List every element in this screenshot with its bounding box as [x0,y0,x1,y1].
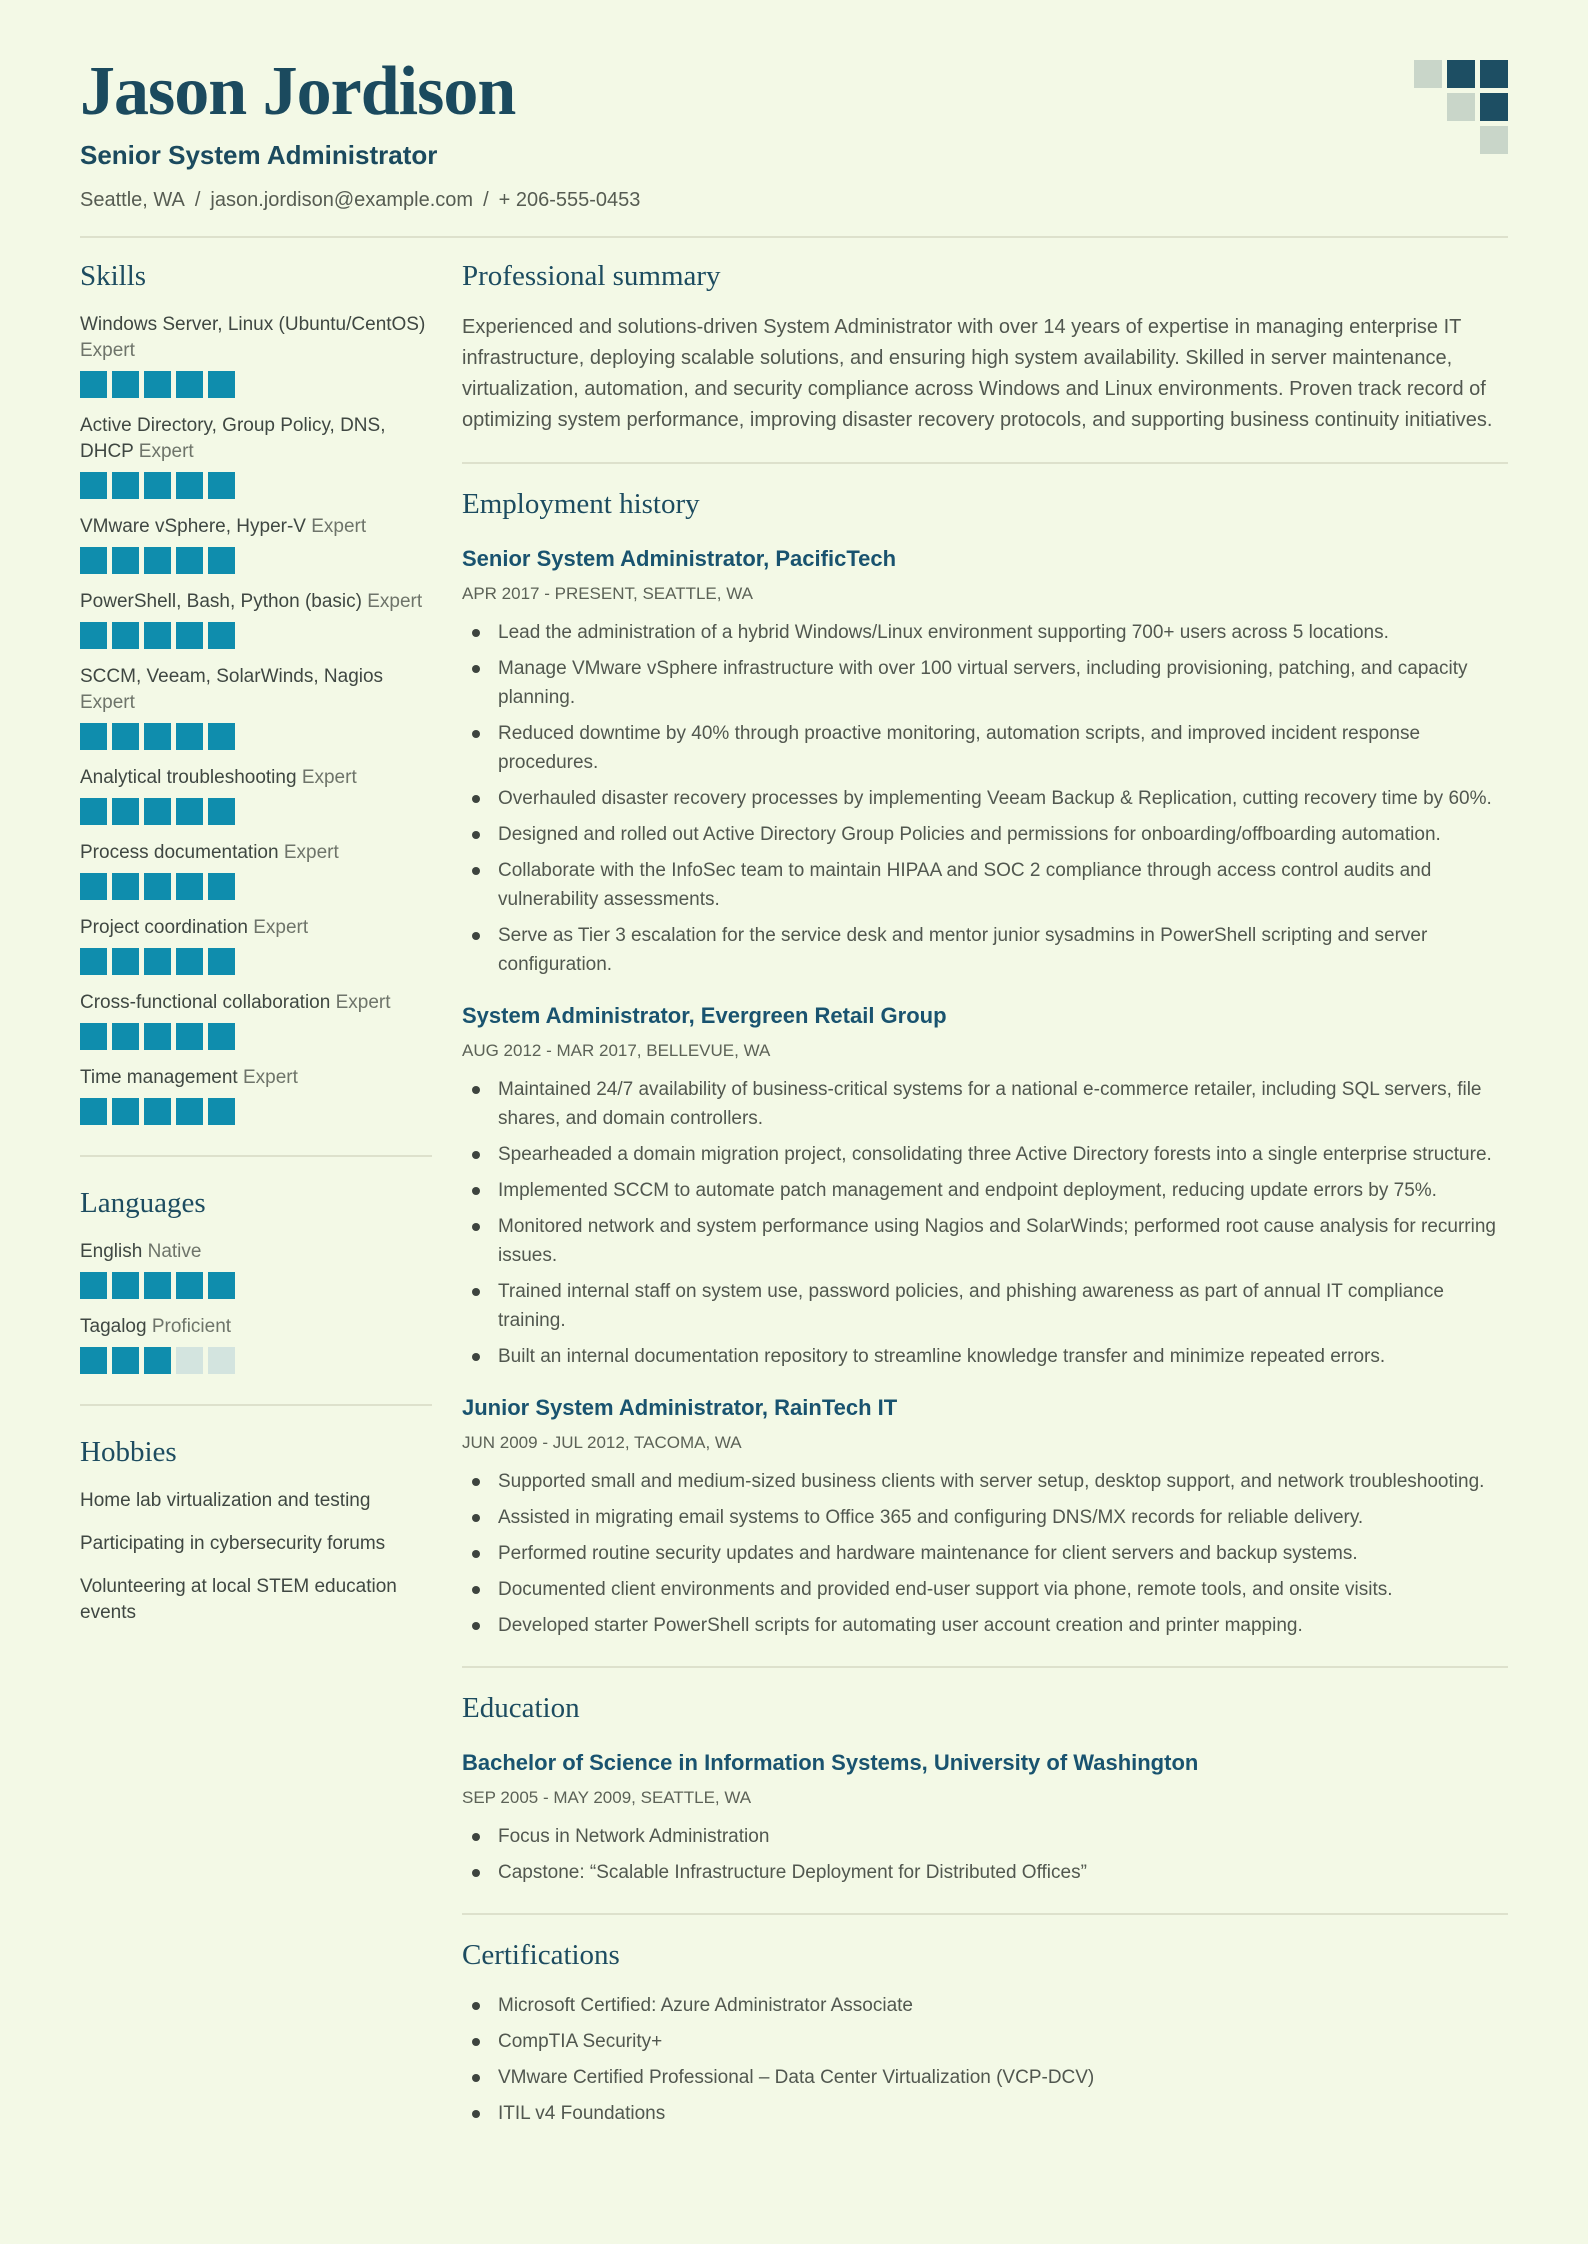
brand-squares-logo [1414,60,1508,154]
rating-square-filled [80,472,107,499]
job-bullet: Monitored network and system performance using Nagios and SolarWinds; performed root cause analysis for recurring issues. [462,1212,1508,1270]
rating-square-filled [80,371,107,398]
job-bullet: Documented client environments and provided end-user support via phone, remote tools, and onsite visits. [462,1575,1508,1604]
skill-level: Expert [335,992,391,1013]
rating-bar [80,1098,432,1125]
degree-bullet: Capstone: “Scalable Infrastructure Deployment for Distributed Offices” [462,1858,1508,1887]
rating-bar [80,1272,432,1299]
skill-item [80,589,432,649]
rating-bar [80,371,432,398]
skill-level: Expert [301,767,357,788]
rating-square-empty [176,1347,203,1374]
job-bullet: Designed and rolled out Active Directory Group Policies and permissions for onboarding/offboarding automation. [462,820,1508,849]
degree-bullet-list [462,1822,1508,1887]
skill-level: Expert [138,441,194,462]
rating-square-filled [80,622,107,649]
language-level: Native [147,1241,202,1262]
skill-label [80,312,432,364]
rating-bar [80,1347,432,1374]
job-bullet: Developed starter PowerShell scripts for automating user account creation and printer mapping. [462,1611,1508,1640]
degree-bullet: Focus in Network Administration [462,1822,1508,1851]
hobbies-list [80,1488,432,1626]
hobby-item: Home lab virtualization and testing [80,1490,371,1511]
skill-item [80,840,432,900]
skills-heading: Skills [80,260,147,292]
job-bullet: Supported small and medium-sized business clients with server setup, desktop support, and network troubleshooting. [462,1467,1508,1496]
logo-cell [1447,60,1475,88]
skill-level: Expert [311,516,367,537]
contact-separator: / [483,189,489,211]
certifications-list [462,1991,1508,2128]
rating-square-filled [144,547,171,574]
rating-bar [80,948,432,975]
rating-square-filled [208,547,235,574]
certifications-section [462,1937,1508,2128]
rating-square-filled [176,948,203,975]
skill-item [80,765,432,825]
job-entry [462,1003,1508,1371]
employment-section [462,486,1508,1640]
rating-square-filled [80,1098,107,1125]
rating-square-filled [80,1347,107,1374]
job-dates-location: JUN 2009 - JUL 2012, TACOMA, WA [462,1433,742,1452]
languages-heading: Languages [80,1187,206,1219]
rating-square-filled [176,371,203,398]
rating-square-filled [80,547,107,574]
skill-name: Windows Server, Linux (Ubuntu/CentOS) [80,314,426,335]
main-divider [462,1666,1508,1668]
language-level: Proficient [151,1316,232,1337]
skill-label [80,413,432,465]
rating-square-filled [208,1272,235,1299]
rating-square-filled [80,798,107,825]
language-item [80,1239,432,1299]
degrees-list [462,1750,1508,1887]
skill-label [80,589,432,615]
rating-square-filled [144,472,171,499]
logo-cell [1414,60,1442,88]
rating-bar [80,472,432,499]
skill-name: Time management [80,1067,238,1088]
skill-label [80,664,432,716]
rating-square-filled [112,622,139,649]
certification-bullet: VMware Certified Professional – Data Center Virtualization (VCP-DCV) [462,2063,1508,2092]
job-entry [462,1395,1508,1640]
job-title: System Administrator, Evergreen Retail Group [462,1003,947,1028]
hobbies-section [80,1434,432,1626]
rating-square-filled [208,798,235,825]
job-bullet: Built an internal documentation repository to streamline knowledge transfer and minimize repeated errors. [462,1342,1508,1371]
job-bullet: Implemented SCCM to automate patch management and endpoint deployment, reducing update errors by 75%. [462,1176,1508,1205]
skill-item [80,990,432,1050]
rating-square-filled [80,1272,107,1299]
rating-square-filled [112,723,139,750]
employment-heading: Employment history [462,488,700,520]
job-bullet: Reduced downtime by 40% through proactive monitoring, automation scripts, and improved incident response procedures. [462,719,1508,777]
job-bullet-list [462,1467,1508,1640]
rating-square-filled [208,371,235,398]
job-bullet: Lead the administration of a hybrid Windows/Linux environment supporting 700+ users across 5 locations. [462,618,1508,647]
rating-square-filled [176,547,203,574]
languages-section [80,1185,432,1374]
logo-cell [1480,60,1508,88]
rating-square-filled [112,1023,139,1050]
summary-section [462,258,1508,436]
main-column [462,258,1508,2135]
skill-name: Project coordination [80,917,248,938]
skill-item [80,1065,432,1125]
rating-square-filled [112,873,139,900]
skills-list [80,312,432,1125]
rating-bar [80,622,432,649]
rating-square-filled [112,798,139,825]
skill-level: Expert [283,842,339,863]
contact-phone: + 206-555-0453 [498,189,641,211]
rating-square-filled [208,1023,235,1050]
rating-bar [80,723,432,750]
rating-square-filled [208,622,235,649]
skill-label [80,514,432,540]
job-title: Senior System Administrator, PacificTech [462,546,897,571]
candidate-job-title: Senior System Administrator [80,140,438,170]
rating-square-filled [112,948,139,975]
job-title: Junior System Administrator, RainTech IT [462,1395,898,1420]
logo-cell [1414,93,1442,121]
skill-level: Expert [253,917,309,938]
job-entry [462,546,1508,979]
skill-label [80,1065,432,1091]
contact-separator: / [194,189,201,211]
certification-bullet: CompTIA Security+ [462,2027,1508,2056]
rating-square-filled [176,873,203,900]
resume-body [80,258,1508,2135]
skill-label [80,840,432,866]
rating-square-filled [208,948,235,975]
rating-square-filled [176,472,203,499]
degree-title: Bachelor of Science in Information Systems, University of Washington [462,1750,1199,1775]
skill-level: Expert [367,591,423,612]
skills-section [80,258,432,1125]
rating-square-filled [144,798,171,825]
skill-label [80,765,432,791]
rating-square-filled [144,1347,171,1374]
rating-bar [80,1023,432,1050]
sidebar-divider [80,1404,432,1406]
language-name: English [80,1241,143,1262]
hobby-item: Participating in cybersecurity forums [80,1533,386,1554]
skill-name: Process documentation [80,842,279,863]
rating-square-filled [176,1272,203,1299]
degree-entry [462,1750,1508,1887]
language-name: Tagalog [80,1316,147,1337]
skill-level: Expert [80,340,135,361]
rating-square-filled [176,1098,203,1125]
job-bullet: Performed routine security updates and hardware maintenance for client servers and backup systems. [462,1539,1508,1568]
rating-square-filled [208,723,235,750]
language-label [80,1314,432,1340]
skill-item [80,413,432,499]
job-bullet: Maintained 24/7 availability of business-critical systems for a national e-commerce retailer, including SQL servers, file shares, and domain controllers. [462,1075,1508,1133]
rating-square-filled [208,472,235,499]
summary-heading: Professional summary [462,260,721,292]
rating-square-filled [80,723,107,750]
rating-square-filled [176,1023,203,1050]
rating-square-filled [208,873,235,900]
language-item [80,1314,432,1374]
degree-dates-location: SEP 2005 - MAY 2009, SEATTLE, WA [462,1788,752,1807]
sidebar [80,258,432,2135]
rating-square-filled [80,1023,107,1050]
job-bullet: Serve as Tier 3 escalation for the service desk and mentor junior sysadmins in PowerShell scripting and server configuration. [462,921,1508,979]
main-divider [462,462,1508,464]
job-bullet-list [462,1075,1508,1371]
skill-name: VMware vSphere, Hyper-V [80,516,306,537]
main-divider [462,1913,1508,1915]
header-divider [80,236,1508,238]
rating-square-filled [144,948,171,975]
education-section [462,1690,1508,1887]
rating-square-filled [176,622,203,649]
job-bullet: Collaborate with the InfoSec team to maintain HIPAA and SOC 2 compliance through access control audits and vulnerability assessments. [462,856,1508,914]
skill-item [80,312,432,398]
candidate-name: Jason Jordison [80,53,516,130]
languages-list [80,1239,432,1374]
rating-square-filled [144,1098,171,1125]
job-dates-location: APR 2017 - PRESENT, SEATTLE, WA [462,584,753,603]
rating-square-filled [144,371,171,398]
logo-cell [1480,126,1508,154]
contact-location: Seattle, WA [80,189,185,211]
skill-name: SCCM, Veeam, SolarWinds, Nagios [80,666,384,687]
skill-level: Expert [242,1067,298,1088]
certifications-heading: Certifications [462,1939,620,1971]
job-bullet: Overhauled disaster recovery processes by implementing Veeam Backup & Replication, cutting recovery time by 60%. [462,784,1508,813]
job-bullet: Assisted in migrating email systems to Office 365 and configuring DNS/MX records for reliable delivery. [462,1503,1508,1532]
rating-square-filled [176,798,203,825]
rating-square-empty [208,1347,235,1374]
skill-name: Active Directory, Group Policy, DNS, DHCP [80,415,386,462]
certification-bullet: ITIL v4 Foundations [462,2099,1508,2128]
sidebar-divider [80,1155,432,1157]
job-bullet-list [462,618,1508,979]
job-bullet: Manage VMware vSphere infrastructure with over 100 virtual servers, including provisioning, patching, and capacity planning. [462,654,1508,712]
logo-cell [1414,126,1442,154]
rating-square-filled [208,1098,235,1125]
job-dates-location: AUG 2012 - MAR 2017, BELLEVUE, WA [462,1041,771,1060]
job-bullet: Trained internal staff on system use, password policies, and phishing awareness as part of annual IT compliance training. [462,1277,1508,1335]
skill-name: PowerShell, Bash, Python (basic) [80,591,362,612]
rating-bar [80,798,432,825]
rating-square-filled [144,873,171,900]
skill-item [80,514,432,574]
rating-bar [80,873,432,900]
rating-square-filled [112,1098,139,1125]
hobby-item: Volunteering at local STEM education events [80,1576,397,1623]
skill-name: Analytical troubleshooting [80,767,297,788]
contact-email: jason.jordison@example.com [210,189,474,211]
rating-square-filled [144,622,171,649]
rating-square-filled [112,371,139,398]
rating-square-filled [80,948,107,975]
rating-square-filled [144,1023,171,1050]
skill-label [80,990,432,1016]
skill-item [80,664,432,750]
job-bullet: Spearheaded a domain migration project, consolidating three Active Directory forests into a single enterprise structure. [462,1140,1508,1169]
language-label [80,1239,432,1265]
contact-line [80,189,640,212]
rating-square-filled [80,873,107,900]
logo-cell [1447,126,1475,154]
logo-cell [1447,93,1475,121]
skill-name: Cross-functional collaboration [80,992,331,1013]
rating-square-filled [144,1272,171,1299]
summary-text: Experienced and solutions-driven System Administrator with over 14 years of expertise in managing enterprise IT infrastructure, deploying scalable solutions, and ensuring high system availability. Skilled in server maintenance, virtualization, automation, and security compliance across Windows and Linux environments. Proven track record of optimizing system performance, improving disaster recovery protocols, and supporting business continuity initiatives. [462,316,1493,431]
resume-header [80,53,1508,212]
skill-item [80,915,432,975]
rating-bar [80,547,432,574]
header-text [80,53,641,212]
logo-cell [1480,93,1508,121]
rating-square-filled [112,547,139,574]
hobbies-heading: Hobbies [80,1436,177,1468]
jobs-list [462,546,1508,1640]
rating-square-filled [112,1272,139,1299]
certification-bullet: Microsoft Certified: Azure Administrator Associate [462,1991,1508,2020]
skill-level: Expert [80,692,135,713]
rating-square-filled [112,1347,139,1374]
education-heading: Education [462,1692,580,1724]
skill-label [80,915,432,941]
rating-square-filled [144,723,171,750]
rating-square-filled [176,723,203,750]
rating-square-filled [112,472,139,499]
